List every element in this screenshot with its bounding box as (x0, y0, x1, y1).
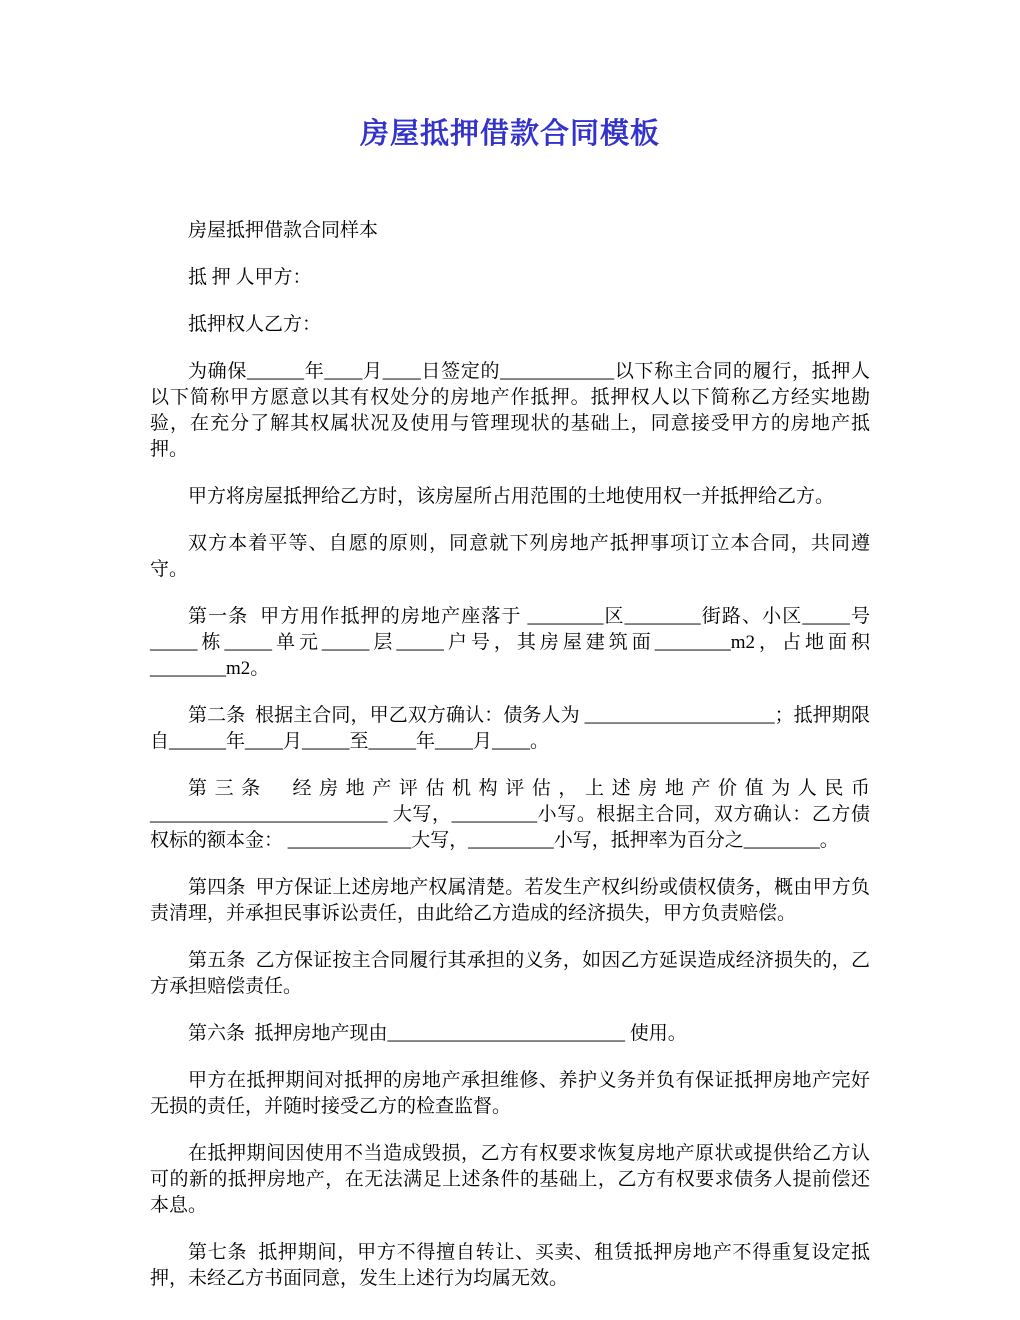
paragraph-clause-7: 第七条 抵押期间，甲方不得擅自转让、买卖、租赁抵押房地产不得重复设定抵押，未经乙方书面同意，发生上述行为均属无效。 (150, 1242, 870, 1289)
paragraph-principles: 双方本着平等、自愿的原则，同意就下列房地产抵押事项订立本合同，共同遵守。 (150, 533, 870, 580)
paragraph-clause-1: 第一条 甲方用作抵押的房地产座落于 ________区________街路、小区_____号_____栋_____单元_____层_____户号，其房屋建筑面________m2，占地面积________m2。 (150, 606, 870, 679)
paragraph-mortgagor-label: 抵 押 人甲方： (188, 267, 312, 288)
paragraph-mortgagee-label: 抵押权人乙方： (188, 314, 322, 335)
document-body (150, 218, 870, 1292)
paragraph-clause-2: 第二条 根据主合同，甲乙双方确认：债务人为 ____________________；抵押期限自______年____月_____至_____年____月____。 (150, 705, 870, 752)
paragraph-clause-3: 第三条 经房地产评估机构评估，上述房地产价值为人民币_________________________ 大写，_________小写。根据主合同，双方确认：乙方债权标的额本金： _____________大写，_________小写，抵押率为百分之________。 (150, 778, 870, 851)
paragraph-clause-5: 第五条 乙方保证按主合同履行其承担的义务，如因乙方延误造成经济损失的，乙方承担赔偿责任。 (150, 950, 870, 997)
document-title: 房屋抵押借款合同模板 (359, 118, 660, 150)
paragraph-preamble: 为确保______年____月____日签定的____________以下称主合同的履行，抵押人以下简称甲方愿意以其有权处分的房地产作抵押。抵押权人以下简称乙方经实地勘验，在充分了解其权属状况及使用与管理现状的基础上，同意接受甲方的房地产抵押。 (150, 361, 870, 460)
paragraph-clause-4: 第四条 甲方保证上述房地产权属清楚。若发生产权纠纷或债权债务，概由甲方负责清理，并承担民事诉讼责任，由此给乙方造成的经济损失，甲方负责赔偿。 (150, 877, 870, 924)
paragraph-damage: 在抵押期间因使用不当造成毁损，乙方有权要求恢复房地产原状或提供给乙方认可的新的抵押房地产，在无法满足上述条件的基础上，乙方有权要求债务人提前偿还本息。 (150, 1143, 870, 1216)
paragraph-clause-6: 第六条 抵押房地产现由_________________________ 使用。 (188, 1023, 687, 1044)
paragraph-sample-title: 房屋抵押借款合同样本 (188, 220, 379, 241)
paragraph-land-use: 甲方将房屋抵押给乙方时，该房屋所占用范围的土地使用权一并抵押给乙方。 (188, 486, 835, 507)
paragraph-maintenance: 甲方在抵押期间对抵押的房地产承担维修、养护义务并负有保证抵押房地产完好无损的责任，并随时接受乙方的检查监督。 (150, 1070, 870, 1117)
